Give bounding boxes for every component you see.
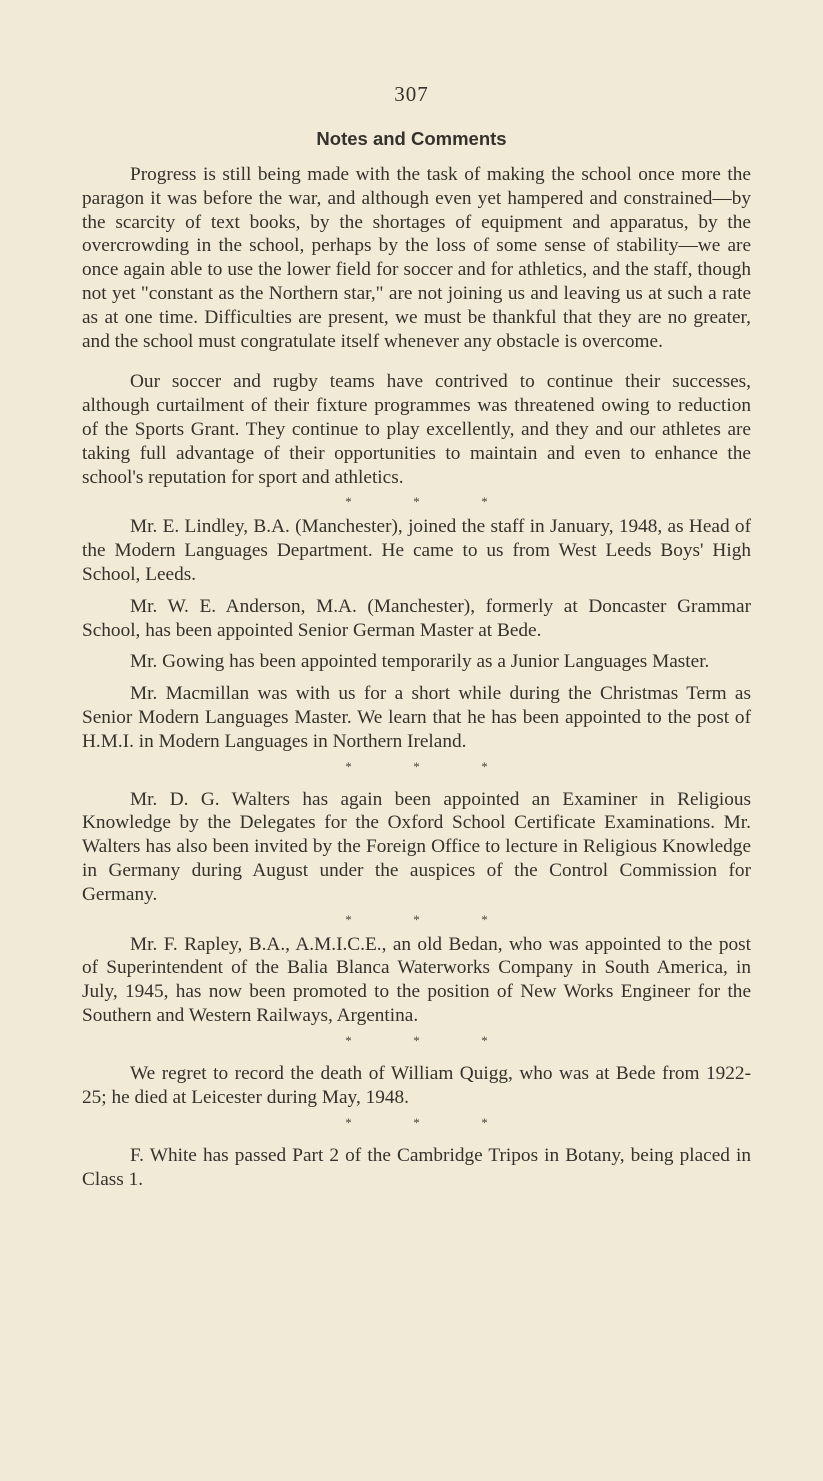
body-text [82, 163, 751, 1192]
asterisk: * [413, 494, 420, 510]
section-heading: Notes and Comments [316, 128, 507, 149]
asterisk: * [345, 494, 352, 510]
asterisk: * [481, 1032, 488, 1048]
paragraph-lindley: Mr. E. Lindley, B.A. (Manchester), joined the staff in January, 1948, as Head of the Modern Languages Department. He came to us from West Leeds Boys' High School, Leeds. [82, 516, 751, 585]
paragraph-sports: Our soccer and rugby teams have contrived to continue their successes, although curtailment of their fixture programmes was threatened owing to reduction of the Sports Grant. They continue to play excellently, and they and our athletes are taking full advantage of their opportunities to maintain and even to enhance the school's reputation for sport and athletics. [82, 371, 751, 488]
section-divider [82, 1110, 751, 1136]
paragraph-gowing: Mr. Gowing has been appointed temporarily as a Junior Languages Master. [130, 651, 710, 673]
asterisk: * [481, 911, 488, 927]
asterisk: * [413, 1115, 420, 1131]
paragraph-rapley: Mr. F. Rapley, B.A., A.M.I.C.E., an old Bedan, who was appointed to the post of Superintendent of the Balia Blanca Waterworks Company in South America, in July, 1945, has now been promoted to the position of New Works Engineer for the Southern and Western Railways, Argentina. [82, 933, 751, 1026]
asterisk: * [345, 1032, 352, 1048]
asterisk: * [345, 758, 352, 774]
paragraph-quigg: We regret to record the death of William Quigg, who was at Bede from 1922-25; he died at Leicester during May, 1948. [82, 1062, 751, 1108]
paragraph-progress: Progress is still being made with the task of making the school once more the paragon it was before the war, and although even yet hampered and constrained—by the scarcity of text books, by the shortages of equipment and apparatus, by the overcrowding in the school, perhaps by the loss of some sense of stability—we are once again able to use the lower field for soccer and for athletics, and the staff, though not yet "constant as the Northern star," are not joining us and leaving us at such a rate as at one time. Difficulties are present, we must be thankful that they are no greater, and the school must congratulate itself whenever any obstacle is overcome. [82, 164, 751, 352]
asterisk: * [413, 911, 420, 927]
section-divider [82, 1028, 751, 1054]
asterisk: * [345, 911, 352, 927]
page-number: 307 [394, 82, 429, 106]
section-divider [82, 489, 751, 515]
asterisk: * [413, 1032, 420, 1048]
paragraph-walters: Mr. D. G. Walters has again been appointed an Examiner in Religious Knowledge by the Delegates for the Oxford School Certificate Examinations. Mr. Walters has also been invited by the Foreign Office to lecture in Religious Knowledge in Germany during August under the auspices of the Control Commission for Germany. [82, 788, 751, 905]
section-divider [82, 754, 751, 780]
section-divider [82, 907, 751, 933]
paragraph-anderson: Mr. W. E. Anderson, M.A. (Manchester), formerly at Doncaster Grammar School, has been appointed Senior German Master at Bede. [82, 595, 751, 641]
asterisk: * [345, 1115, 352, 1131]
asterisk: * [481, 494, 488, 510]
asterisk: * [413, 758, 420, 774]
asterisk: * [481, 1115, 488, 1131]
paragraph-white: F. White has passed Part 2 of the Cambridge Tripos in Botany, being placed in Class 1. [82, 1145, 751, 1191]
paragraph-macmillan: Mr. Macmillan was with us for a short while during the Christmas Term as Senior Modern Languages Master. We learn that he has been appointed to the post of H.M.I. in Modern Languages in Northern Ireland. [82, 683, 751, 752]
asterisk: * [481, 758, 488, 774]
